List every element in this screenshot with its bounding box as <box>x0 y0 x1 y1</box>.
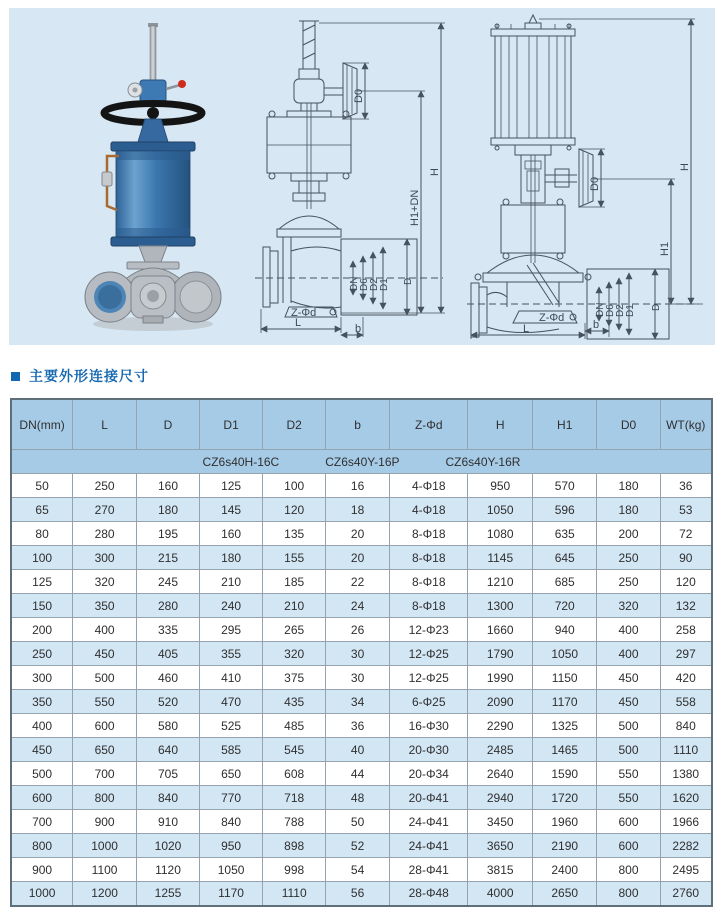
table-cell: 1110 <box>263 882 326 906</box>
table-cell: 53 <box>660 498 712 522</box>
table-cell: 200 <box>597 522 660 546</box>
table-cell: 180 <box>597 498 660 522</box>
table-cell: 320 <box>73 570 137 594</box>
table-cell: 185 <box>263 570 326 594</box>
table-row <box>11 690 712 714</box>
dim-label-l: L <box>295 317 302 329</box>
table-cell: 4-Φ18 <box>389 498 468 522</box>
table-cell: 210 <box>200 570 263 594</box>
table-cell: 950 <box>200 834 263 858</box>
dim-label-d6: D6 <box>605 304 616 317</box>
table-cell: 48 <box>326 786 390 810</box>
outline-drawing-right <box>459 11 711 343</box>
table-cell: 16 <box>326 474 390 498</box>
table-cell: 718 <box>263 786 326 810</box>
table-cell: 24 <box>326 594 390 618</box>
table-cell: 1720 <box>532 786 596 810</box>
table-cell: 450 <box>597 690 660 714</box>
table-cell: 770 <box>200 786 263 810</box>
table-cell: 700 <box>11 810 73 834</box>
table-cell: 125 <box>200 474 263 498</box>
table-cell: 24-Φ41 <box>389 834 468 858</box>
table-cell: 950 <box>468 474 532 498</box>
table-cell: 645 <box>532 546 596 570</box>
col-header-h1: H1 <box>532 399 596 450</box>
table-cell: 500 <box>11 762 73 786</box>
table-cell: 596 <box>532 498 596 522</box>
col-header-l: L <box>73 399 137 450</box>
table-cell: 34 <box>326 690 390 714</box>
table-cell: 250 <box>597 546 660 570</box>
table-cell: 56 <box>326 882 390 906</box>
table-cell: 1110 <box>660 738 712 762</box>
section-heading-text: 主要外形连接尺寸 <box>29 368 149 384</box>
table-cell: 180 <box>136 498 199 522</box>
table-cell: 132 <box>660 594 712 618</box>
table-row <box>11 570 712 594</box>
table-cell: 16-Φ30 <box>389 714 468 738</box>
table-cell: 1000 <box>11 882 73 906</box>
table-cell: 3650 <box>468 834 532 858</box>
table-cell: 840 <box>660 714 712 738</box>
model-code: CZ6s40H-16C <box>202 454 280 469</box>
table-cell: 120 <box>660 570 712 594</box>
table-cell: 635 <box>532 522 596 546</box>
table-cell: 20 <box>326 546 390 570</box>
table-cell: 545 <box>263 738 326 762</box>
table-cell: 8-Φ18 <box>389 594 468 618</box>
table-cell: 20-Φ34 <box>389 762 468 786</box>
table-row <box>11 546 712 570</box>
table-cell: 3815 <box>468 858 532 882</box>
table-cell: 2290 <box>468 714 532 738</box>
table-cell: 1145 <box>468 546 532 570</box>
table-cell: 280 <box>136 594 199 618</box>
table-cell: 2640 <box>468 762 532 786</box>
table-cell: 18 <box>326 498 390 522</box>
table-cell: 195 <box>136 522 199 546</box>
red-knob <box>178 80 186 88</box>
table-cell: 2190 <box>532 834 596 858</box>
table-cell: 36 <box>660 474 712 498</box>
table-cell: 1020 <box>136 834 199 858</box>
table-cell: 320 <box>263 642 326 666</box>
table-cell: 400 <box>11 714 73 738</box>
table-cell: 3450 <box>468 810 532 834</box>
table-cell: 8-Φ18 <box>389 546 468 570</box>
table-cell: 400 <box>597 642 660 666</box>
dim-label-d0: D0 <box>589 176 601 191</box>
table-cell: 50 <box>11 474 73 498</box>
table-cell: 145 <box>200 498 263 522</box>
table-cell: 50 <box>326 810 390 834</box>
table-cell: 280 <box>73 522 137 546</box>
table-cell: 150 <box>11 594 73 618</box>
table-row <box>11 834 712 858</box>
table-cell: 405 <box>136 642 199 666</box>
table-cell: 450 <box>11 738 73 762</box>
table-cell: 1620 <box>660 786 712 810</box>
table-cell: 1790 <box>468 642 532 666</box>
table-cell: 788 <box>263 810 326 834</box>
table-cell: 265 <box>263 618 326 642</box>
table-row <box>11 738 712 762</box>
table-cell: 270 <box>73 498 137 522</box>
table-cell: 4000 <box>468 882 532 906</box>
dim-label-zphid: Z-Φd <box>291 307 317 319</box>
table-cell: 940 <box>532 618 596 642</box>
table-cell: 215 <box>136 546 199 570</box>
table-cell: 90 <box>660 546 712 570</box>
dim-label-h: H <box>429 168 441 176</box>
table-cell: 400 <box>73 618 137 642</box>
table-cell: 1300 <box>468 594 532 618</box>
table-cell: 335 <box>136 618 199 642</box>
table-cell: 525 <box>200 714 263 738</box>
table-cell: 8-Φ18 <box>389 570 468 594</box>
table-cell: 180 <box>597 474 660 498</box>
table-cell: 135 <box>263 522 326 546</box>
col-header-d0: D0 <box>597 399 660 450</box>
table-cell: 180 <box>200 546 263 570</box>
table-cell: 100 <box>263 474 326 498</box>
table-cell: 650 <box>73 738 137 762</box>
table-cell: 240 <box>200 594 263 618</box>
dim-label-h1dn: H1+DN <box>409 189 421 226</box>
table-cell: 297 <box>660 642 712 666</box>
table-cell: 20-Φ30 <box>389 738 468 762</box>
dim-label-h: H <box>679 163 691 171</box>
table-row <box>11 522 712 546</box>
table-cell: 1050 <box>200 858 263 882</box>
table-cell: 355 <box>200 642 263 666</box>
table-cell: 44 <box>326 762 390 786</box>
table-cell: 1660 <box>468 618 532 642</box>
table-row <box>11 474 712 498</box>
table-cell: 2940 <box>468 786 532 810</box>
table-cell: 1465 <box>532 738 596 762</box>
table-cell: 160 <box>200 522 263 546</box>
table-cell: 1960 <box>532 810 596 834</box>
table-cell: 470 <box>200 690 263 714</box>
table-cell: 2485 <box>468 738 532 762</box>
table-cell: 450 <box>73 642 137 666</box>
table-cell: 2650 <box>532 882 596 906</box>
table-cell: 600 <box>73 714 137 738</box>
table-cell: 4-Φ18 <box>389 474 468 498</box>
table-cell: 705 <box>136 762 199 786</box>
table-cell: 245 <box>136 570 199 594</box>
table-cell: 20 <box>326 522 390 546</box>
dim-label-d1: D1 <box>379 278 390 291</box>
table-cell: 1590 <box>532 762 596 786</box>
table-cell: 900 <box>11 858 73 882</box>
model-code: CZ6s40Y-16P <box>325 454 400 469</box>
section-heading <box>11 366 149 386</box>
table-cell: 910 <box>136 810 199 834</box>
table-row <box>11 858 712 882</box>
table-cell: 250 <box>597 570 660 594</box>
illustration-panel <box>9 8 715 345</box>
dim-label-dn: DN <box>349 276 360 291</box>
table-cell: 485 <box>263 714 326 738</box>
table-cell: 1966 <box>660 810 712 834</box>
table-cell: 1150 <box>532 666 596 690</box>
table-cell: 1050 <box>468 498 532 522</box>
table-cell: 200 <box>11 618 73 642</box>
table-cell: 26 <box>326 618 390 642</box>
table-cell: 800 <box>597 882 660 906</box>
dim-label-d: D <box>651 303 662 311</box>
dim-label-b: b <box>593 319 600 331</box>
table-cell: 400 <box>597 618 660 642</box>
dim-label-d: D <box>403 277 414 285</box>
table-row <box>11 618 712 642</box>
table-cell: 2090 <box>468 690 532 714</box>
table-cell: 12-Φ23 <box>389 618 468 642</box>
dim-label-h1: H1 <box>659 241 671 256</box>
table-cell: 1120 <box>136 858 199 882</box>
table-cell: 900 <box>73 810 137 834</box>
table-cell: 350 <box>73 594 137 618</box>
table-cell: 600 <box>597 834 660 858</box>
table-cell: 72 <box>660 522 712 546</box>
table-cell: 2760 <box>660 882 712 906</box>
table-row <box>11 594 712 618</box>
table-row <box>11 882 712 906</box>
table-cell: 65 <box>11 498 73 522</box>
col-header-dn: DN(mm) <box>11 399 73 450</box>
dim-label-zphid: Z-Φd <box>539 312 565 324</box>
table-cell: 295 <box>200 618 263 642</box>
table-cell: 840 <box>200 810 263 834</box>
table-cell: 30 <box>326 642 390 666</box>
table-cell: 28-Φ41 <box>389 858 468 882</box>
table-cell: 2495 <box>660 858 712 882</box>
table-cell: 80 <box>11 522 73 546</box>
model-codes <box>12 455 711 469</box>
table-cell: 1170 <box>532 690 596 714</box>
table-cell: 840 <box>136 786 199 810</box>
table-cell: 898 <box>263 834 326 858</box>
col-header-wt: WT(kg) <box>660 399 712 450</box>
table-cell: 2400 <box>532 858 596 882</box>
table-cell: 570 <box>532 474 596 498</box>
table-cell: 375 <box>263 666 326 690</box>
model-code: CZ6s40Y-16R <box>445 454 521 469</box>
table-header-row <box>11 399 712 450</box>
gearbox <box>140 80 166 102</box>
table-cell: 8-Φ18 <box>389 522 468 546</box>
table-cell: 24-Φ41 <box>389 810 468 834</box>
square-bullet-icon <box>11 372 20 381</box>
table-row <box>11 810 712 834</box>
table-cell: 54 <box>326 858 390 882</box>
dim-label-dn: DN <box>595 302 606 317</box>
table-cell: 550 <box>597 762 660 786</box>
table-cell: 2282 <box>660 834 712 858</box>
table-cell: 12-Φ25 <box>389 666 468 690</box>
col-header-b: b <box>326 399 390 450</box>
col-header-d1: D1 <box>200 399 263 450</box>
table-cell: 1200 <box>73 882 137 906</box>
table-cell: 558 <box>660 690 712 714</box>
dim-label-d2: D2 <box>369 278 380 291</box>
outline-drawing-center <box>247 11 462 343</box>
table-cell: 300 <box>73 546 137 570</box>
table-cell: 155 <box>263 546 326 570</box>
table-cell: 600 <box>597 810 660 834</box>
table-body <box>11 474 712 906</box>
table-cell: 6-Φ25 <box>389 690 468 714</box>
table-cell: 800 <box>11 834 73 858</box>
table-cell: 435 <box>263 690 326 714</box>
table-row <box>11 714 712 738</box>
table-cell: 1100 <box>73 858 137 882</box>
table-cell: 500 <box>597 714 660 738</box>
table-cell: 550 <box>73 690 137 714</box>
pneumatic-cylinder <box>116 151 190 237</box>
col-header-h: H <box>468 399 532 450</box>
table-cell: 1050 <box>532 642 596 666</box>
table-cell: 28-Φ48 <box>389 882 468 906</box>
table-cell: 100 <box>11 546 73 570</box>
table-cell: 258 <box>660 618 712 642</box>
table-cell: 36 <box>326 714 390 738</box>
table-cell: 40 <box>326 738 390 762</box>
table-cell: 1170 <box>200 882 263 906</box>
table-cell: 410 <box>200 666 263 690</box>
table-row <box>11 762 712 786</box>
table-cell: 608 <box>263 762 326 786</box>
table-cell: 20-Φ41 <box>389 786 468 810</box>
table-cell: 300 <box>11 666 73 690</box>
table-cell: 998 <box>263 858 326 882</box>
table-cell: 685 <box>532 570 596 594</box>
table-cell: 250 <box>11 642 73 666</box>
table-cell: 160 <box>136 474 199 498</box>
table-cell: 800 <box>73 786 137 810</box>
table-cell: 1380 <box>660 762 712 786</box>
table-cell: 520 <box>136 690 199 714</box>
table-cell: 250 <box>73 474 137 498</box>
table-cell: 1210 <box>468 570 532 594</box>
dim-label-b: b <box>355 323 362 335</box>
table-row <box>11 786 712 810</box>
dim-label-d0: D0 <box>353 88 365 103</box>
dim-label-l: L <box>523 323 530 335</box>
table-cell: 500 <box>597 738 660 762</box>
table-cell: 52 <box>326 834 390 858</box>
table-cell: 580 <box>136 714 199 738</box>
table-cell: 585 <box>200 738 263 762</box>
table-row <box>11 642 712 666</box>
dim-label-d2: D2 <box>615 304 626 317</box>
col-header-d2: D2 <box>263 399 326 450</box>
table-cell: 1255 <box>136 882 199 906</box>
table-cell: 650 <box>200 762 263 786</box>
table-cell: 1080 <box>468 522 532 546</box>
col-header-zphid: Z-Φd <box>389 399 468 450</box>
table-cell: 500 <box>73 666 137 690</box>
dimensions-table <box>10 398 713 907</box>
table-cell: 120 <box>263 498 326 522</box>
table-cell: 640 <box>136 738 199 762</box>
table-cell: 420 <box>660 666 712 690</box>
dim-label-d6: D6 <box>359 278 370 291</box>
table-cell: 30 <box>326 666 390 690</box>
table-cell: 600 <box>11 786 73 810</box>
table-cell: 700 <box>73 762 137 786</box>
dim-label-d1: D1 <box>625 304 636 317</box>
table-row <box>11 666 712 690</box>
table-cell: 125 <box>11 570 73 594</box>
table-cell: 12-Φ25 <box>389 642 468 666</box>
table-cell: 1990 <box>468 666 532 690</box>
table-cell: 550 <box>597 786 660 810</box>
stem-rod <box>150 26 156 84</box>
table-cell: 1325 <box>532 714 596 738</box>
table-cell: 210 <box>263 594 326 618</box>
table-cell: 450 <box>597 666 660 690</box>
valve-product-photo <box>61 20 246 335</box>
col-header-d: D <box>136 399 199 450</box>
table-cell: 320 <box>597 594 660 618</box>
table-row <box>11 498 712 522</box>
table-cell: 800 <box>597 858 660 882</box>
table-cell: 460 <box>136 666 199 690</box>
table-cell: 1000 <box>73 834 137 858</box>
model-codes-row <box>11 450 712 474</box>
table-cell: 720 <box>532 594 596 618</box>
table-cell: 350 <box>11 690 73 714</box>
table-cell: 22 <box>326 570 390 594</box>
